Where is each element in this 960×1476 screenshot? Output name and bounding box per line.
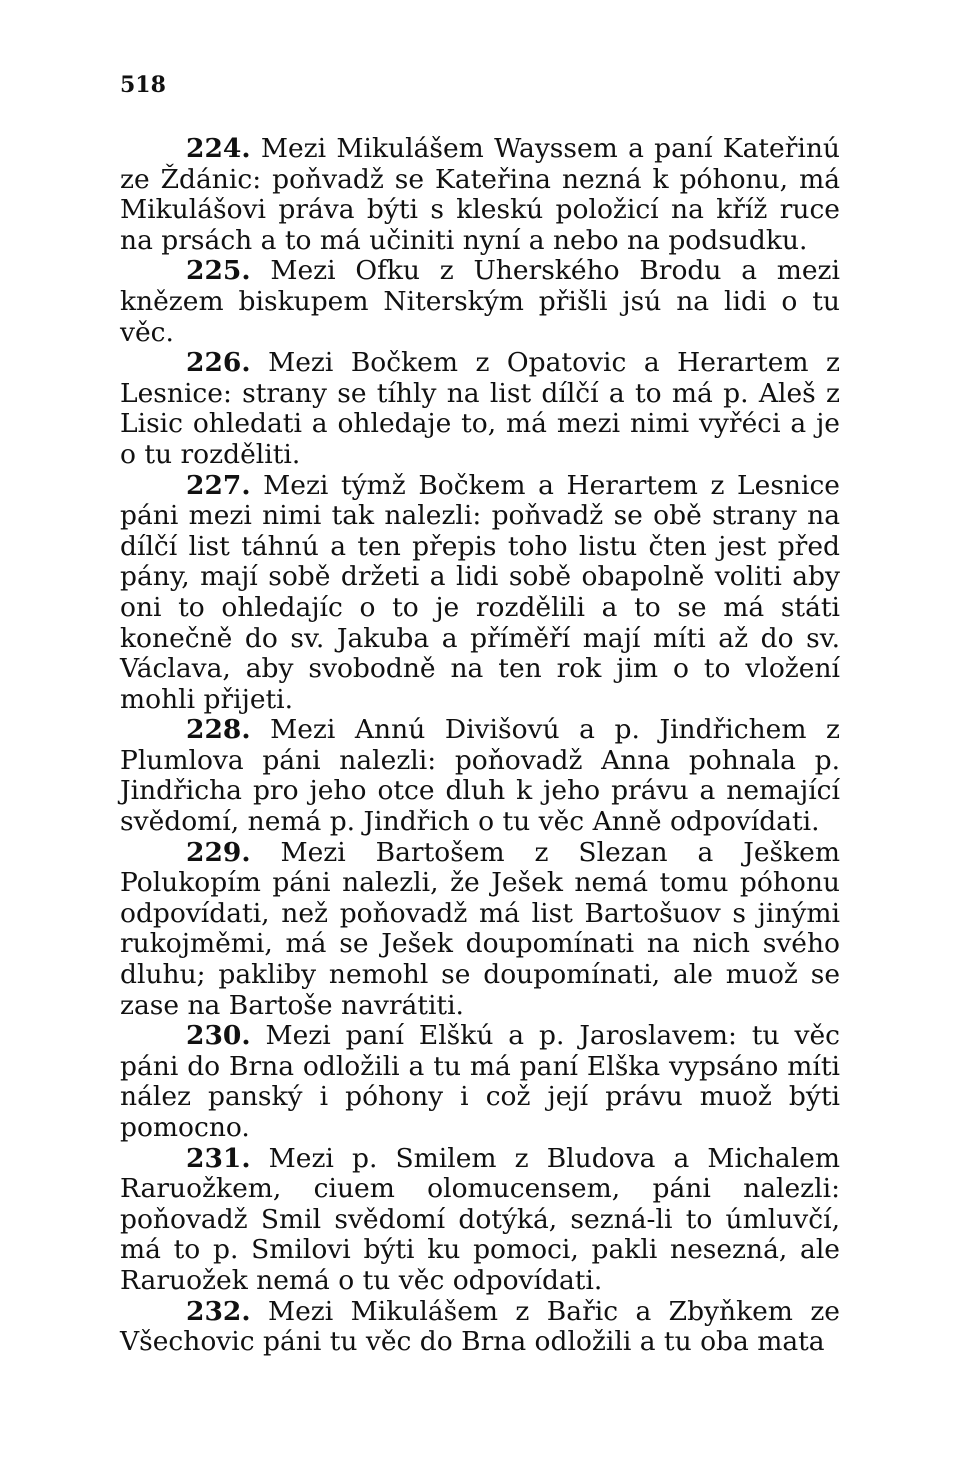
entry-text: Mezi Annú Divišovú a p. Jindřichem z Plumlova páni nalezli: poňovadž Anna pohnala p. Jindřicha pro jeho otce dluh k jeho právu a nemající svědomí, nemá p. Jindřich o tu věc Anně odpovídati. <box>120 714 840 838</box>
entry-226 <box>120 348 840 470</box>
entry-227 <box>120 471 840 716</box>
entry-number: 232. <box>186 1295 251 1327</box>
page-number: 518 <box>120 72 166 98</box>
entry-number: 224. <box>186 133 251 164</box>
entry-229 <box>120 838 840 1022</box>
document-body <box>120 134 840 1358</box>
entry-number: 229. <box>186 836 251 868</box>
entry-number: 230. <box>186 1020 251 1052</box>
entry-228 <box>120 715 840 837</box>
entry-231 <box>120 1144 840 1297</box>
entry-number: 228. <box>186 714 251 746</box>
entry-number: 231. <box>186 1142 251 1174</box>
entry-text: Mezi paní Elškú a p. Jaroslavem: tu věc páni do Brna odložili a tu má paní Elška vypsáno míti nález panský i póhony i což její právu muož býti pomocno. <box>120 1020 840 1143</box>
entry-number: 225. <box>186 255 251 287</box>
entry-225 <box>120 256 840 348</box>
entry-text: Mezi Bartošem z Slezan a Ješkem Polukopím páni nalezli, že Ješek nemá tomu póhonu odpovídati, než poňovadž má list Bartošuov s jinými rukojměmi, má se Ješek doupomínati na nich svého dluhu; pakliby nemohl se doupomínati, ale muož se zase na Bartoše navrátiti. <box>120 836 840 1021</box>
entry-number: 227. <box>186 469 251 501</box>
entry-text: Mezi Ofku z Uherského Brodu a mezi knězem biskupem Niterským přišli jsú na lidi o tu věc. <box>120 255 840 348</box>
entry-232 <box>120 1297 840 1358</box>
entry-230 <box>120 1021 840 1143</box>
entry-number: 226. <box>186 347 251 379</box>
entry-text: Mezi Mikulášem z Bařic a Zbyňkem ze Všechovic páni tu věc do Brna odložili a tu oba mata <box>120 1295 840 1358</box>
entry-text: Mezi Bočkem z Opatovic a Herartem z Lesnice: strany se tíhly na list dílčí a to má p. Aleš z Lisic ohledati a ohledaje to, má mezi nimi vyřéci a je o tu rozděliti. <box>120 347 840 470</box>
entry-text: Mezi týmž Bočkem a Herartem z Lesnice páni mezi nimi tak nalezli: poňvadž se obě strany na dílčí list táhnú a ten přepis toho listu čten jest před pány, mají sobě držeti a lidi sobě obapolně voliti aby oni to ohledajíc o to je rozdělili a to se má státi konečně do sv. Jakuba a příměří mají míti až do sv. Václava, aby svobodně na ten rok jim o to vložení mohli přijeti. <box>120 469 840 715</box>
entry-text: Mezi Mikulášem Wayssem a paní Kateřinú ze Ždánic: poňvadž se Kateřina nezná k póhonu, má Mikulášovi práva býti s kleskú položicí na kříž ruce na prsách a to má učiniti nyní a nebo na podsudku. <box>120 133 840 256</box>
entry-224 <box>120 134 840 256</box>
entry-text: Mezi p. Smilem z Bludova a Michalem Raruožkem, ciuem olomucensem, páni nalezli: poňovadž Smil svědomí dotýká, sezná-li to úmluvčí, má to p. Smilovi býti ku pomoci, pakli nesezná, ale Raruožek nemá o tu věc odpovídati. <box>120 1142 840 1296</box>
